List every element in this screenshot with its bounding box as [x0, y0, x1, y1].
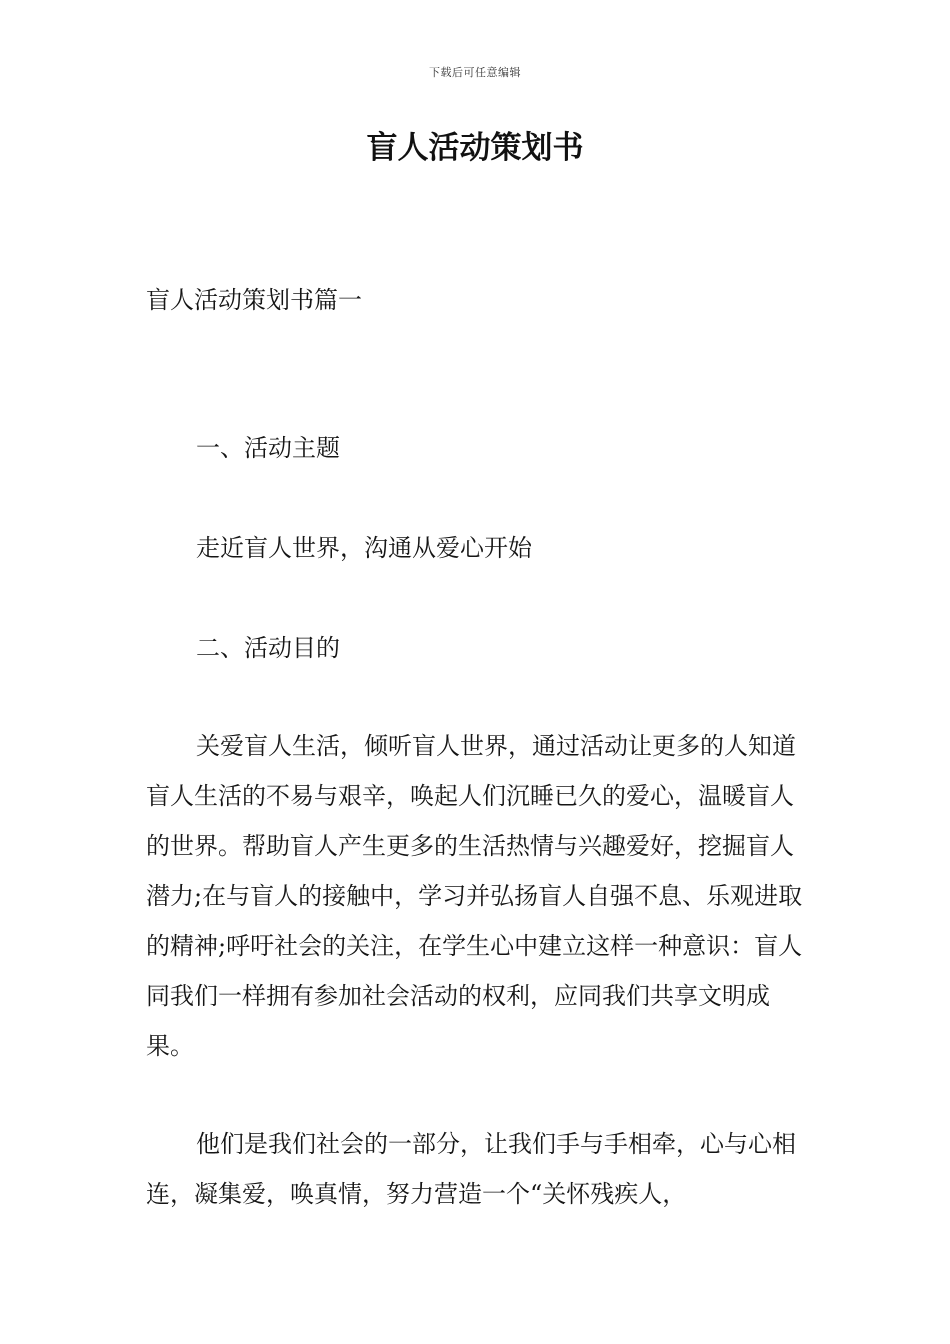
- activity-purpose-paragraph: 关爱盲人生活，倾听盲人世界，通过活动让更多的人知道盲人生活的不易与艰辛，唤起人们沉睡已久的爱心，温暖盲人的世界。帮助盲人产生更多的生活热情与兴趣爱好，挖掘盲人潜力;在与盲人的接触中，学习并弘扬盲人自强不息、乐观进取的精神;呼吁社会的关注，在学生心中建立这样一种意识：盲人同我们一样拥有参加社会活动的权利，应同我们共享文明成果。: [146, 732, 803, 1060]
- heading-activity-purpose: 二、活动目的: [196, 634, 340, 662]
- document-title: 盲人活动策划书: [366, 130, 584, 166]
- closing-paragraph: 他们是我们社会的一部分，让我们手与手相牵，心与心相连，凝集爱，唤真情，努力营造一个“关怀残疾人，: [146, 1130, 796, 1208]
- heading-activity-theme: 一、活动主题: [196, 434, 340, 462]
- header-note: 下载后可任意编辑: [429, 66, 521, 79]
- section-title: 盲人活动策划书篇一: [146, 286, 362, 314]
- activity-theme-text: 走近盲人世界，沟通从爱心开始: [196, 534, 532, 562]
